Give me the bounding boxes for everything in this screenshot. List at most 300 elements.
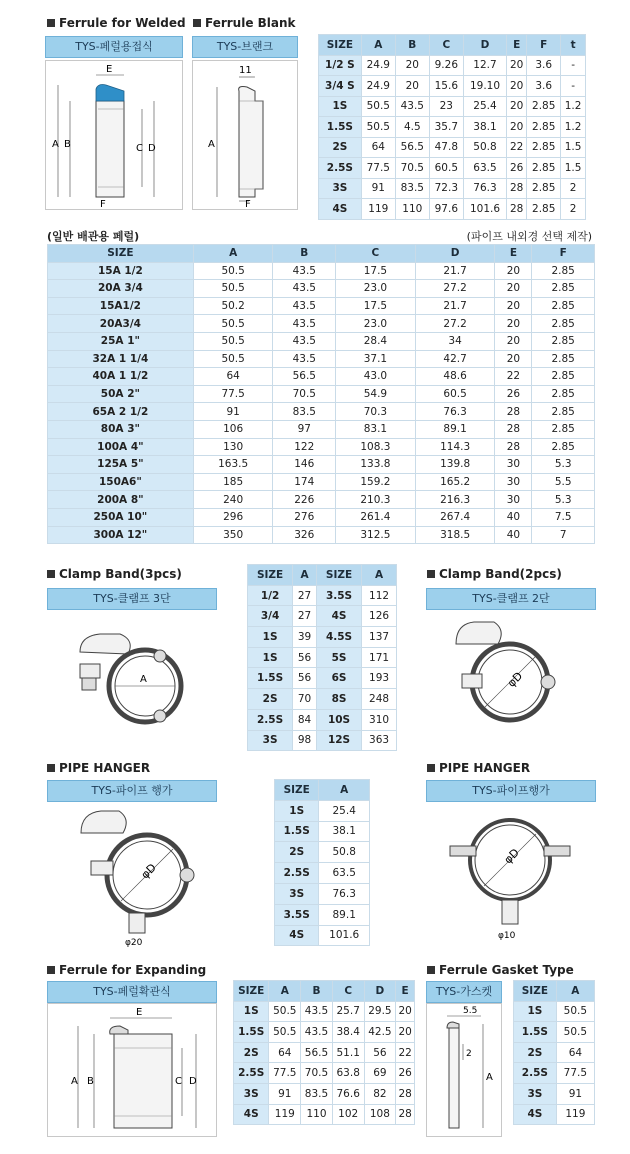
- table-cell: 77.5: [193, 385, 273, 403]
- table-header-row: [275, 780, 370, 801]
- ferrule-blank-drawing: [192, 60, 298, 210]
- hanger1-drawing: [75, 805, 215, 950]
- table-cell: 43.5: [273, 350, 336, 368]
- table-cell: 318.5: [415, 526, 495, 544]
- table-cell: 3.5S: [275, 904, 319, 925]
- table-cell: 40: [495, 526, 532, 544]
- table-cell: 276: [273, 508, 336, 526]
- table-cell: 25.4: [319, 800, 370, 821]
- clamp2-drawing: [450, 614, 580, 734]
- table-cell: 30: [495, 473, 532, 491]
- table-cell: 98: [293, 730, 317, 751]
- table-cell: 97.6: [429, 199, 463, 220]
- table-cell: 20: [395, 55, 429, 76]
- table-cell: 27: [293, 606, 317, 627]
- column-header: E: [495, 245, 532, 263]
- table-cell: 28: [396, 1104, 415, 1125]
- expanding-title: Ferrule for Expanding: [47, 963, 206, 977]
- table-cell: 50.5: [193, 350, 273, 368]
- table-cell: 64: [193, 368, 273, 386]
- hanger1-label: TYS-파이프 행가: [47, 780, 217, 802]
- table-cell: 4S: [234, 1104, 269, 1125]
- gasket-dim-a-label: A: [486, 1072, 493, 1083]
- expanding-label: TYS-페럴확관식: [47, 981, 217, 1003]
- table-cell: 56: [364, 1042, 396, 1063]
- column-header: SIZE: [319, 35, 362, 56]
- table-cell: 82: [364, 1083, 396, 1104]
- table-row: [275, 821, 370, 842]
- table-row: [234, 1022, 415, 1043]
- table-cell: 350: [193, 526, 273, 544]
- table-cell: 1.2: [561, 117, 586, 138]
- clamp3-label: TYS-클램프 3단: [47, 588, 217, 610]
- table-cell: 50.5: [556, 1022, 594, 1043]
- table-cell: 126: [362, 606, 397, 627]
- table-cell: 1.5: [561, 158, 586, 179]
- table-header-row: [319, 35, 586, 56]
- table-cell: 2.85: [527, 137, 561, 158]
- table-cell: 50.5: [361, 96, 395, 117]
- table-cell: 20: [396, 1001, 415, 1022]
- table-cell: 2.85: [527, 117, 561, 138]
- table-cell: 60.5: [415, 385, 495, 403]
- table-cell: 174: [273, 473, 336, 491]
- table-cell: 310: [362, 709, 397, 730]
- table-cell: 20: [396, 1022, 415, 1043]
- table-cell: 20: [507, 55, 527, 76]
- column-header: A: [193, 245, 273, 263]
- table-cell: 193: [362, 668, 397, 689]
- table-cell: 122: [273, 438, 336, 456]
- table-cell: 1S: [234, 1001, 269, 1022]
- table-cell: 50.8: [319, 842, 370, 863]
- table-header-row: [234, 981, 415, 1002]
- table-cell: 40: [495, 508, 532, 526]
- table-cell: 84: [293, 709, 317, 730]
- table-cell: 2S: [514, 1042, 557, 1063]
- table-cell: 17.5: [336, 297, 416, 315]
- table-row: [48, 526, 595, 544]
- table-cell: 50.5: [361, 117, 395, 138]
- table-cell: 22: [495, 368, 532, 386]
- table-cell: 1.2: [561, 96, 586, 117]
- gasket-label: TYS-가스켓: [426, 981, 502, 1003]
- table-cell: 6S: [316, 668, 361, 689]
- table-row: [48, 262, 595, 280]
- table-cell: 20: [395, 76, 429, 97]
- column-header: F: [532, 245, 595, 263]
- table-cell: 3.6: [527, 76, 561, 97]
- column-header: F: [527, 35, 561, 56]
- table-cell: 163.5: [193, 456, 273, 474]
- table-cell: 28: [507, 199, 527, 220]
- column-header: SIZE: [316, 565, 361, 586]
- column-header: A: [319, 780, 370, 801]
- table-cell: 20: [507, 76, 527, 97]
- table-cell: 137: [362, 627, 397, 648]
- table-cell: 24.9: [361, 76, 395, 97]
- table-cell: 50.8: [463, 137, 506, 158]
- table-cell: 20: [495, 350, 532, 368]
- column-header: A: [361, 35, 395, 56]
- table-cell: 100A 4": [48, 438, 194, 456]
- table-cell: 119: [361, 199, 395, 220]
- column-header: A: [362, 565, 397, 586]
- expanding-drawing: [47, 1003, 217, 1137]
- table-cell: 240: [193, 491, 273, 509]
- table-cell: 3S: [275, 883, 319, 904]
- table-cell: 43.5: [273, 280, 336, 298]
- table-cell: 165.2: [415, 473, 495, 491]
- table-cell: 91: [556, 1083, 594, 1104]
- dim-e-label: E: [106, 64, 113, 75]
- blank-dim-11-label: 11: [239, 65, 252, 76]
- table-cell: 56.5: [273, 368, 336, 386]
- table-row: [234, 1083, 415, 1104]
- table-cell: 83.1: [336, 420, 416, 438]
- table-cell: 1S: [319, 96, 362, 117]
- column-header: D: [364, 981, 396, 1002]
- table-cell: 1.5: [561, 137, 586, 158]
- table-header-row: [48, 245, 595, 263]
- table-cell: 50.5: [193, 280, 273, 298]
- table-cell: 83.5: [301, 1083, 333, 1104]
- hanger2-label: TYS-파이프행가: [426, 780, 596, 802]
- blank-dim-f-label: F: [245, 199, 251, 209]
- table-cell: 363: [362, 730, 397, 751]
- table-cell: 1/2 S: [319, 55, 362, 76]
- table-cell: 20: [495, 262, 532, 280]
- table-cell: 110: [395, 199, 429, 220]
- column-header: SIZE: [275, 780, 319, 801]
- table-cell: 91: [193, 403, 273, 421]
- table-cell: 64: [361, 137, 395, 158]
- table-row: [275, 800, 370, 821]
- table-cell: 12.7: [463, 55, 506, 76]
- table-cell: 23.0: [336, 315, 416, 333]
- table-header-row: [514, 981, 595, 1002]
- table-row: [319, 76, 586, 97]
- table-cell: 2.85: [527, 96, 561, 117]
- table-cell: 102: [332, 1104, 364, 1125]
- table-cell: 23.0: [336, 280, 416, 298]
- table-cell: 32A 1 1/4: [48, 350, 194, 368]
- table-cell: 56: [293, 668, 317, 689]
- table-cell: 1S: [514, 1001, 557, 1022]
- table-cell: 28: [495, 438, 532, 456]
- dim-d-label: D: [148, 143, 156, 154]
- table-cell: 56.5: [301, 1042, 333, 1063]
- table-row: [514, 1104, 595, 1125]
- hanger1-title: PIPE HANGER: [47, 761, 150, 775]
- column-header: C: [336, 245, 416, 263]
- table-cell: 20: [507, 96, 527, 117]
- table-cell: 133.8: [336, 456, 416, 474]
- table-cell: 296: [193, 508, 273, 526]
- column-header: SIZE: [48, 245, 194, 263]
- column-header: B: [301, 981, 333, 1002]
- gasket-dim-55-label: 5.5: [463, 1006, 478, 1016]
- table-cell: 77.5: [361, 158, 395, 179]
- column-header: D: [415, 245, 495, 263]
- table-cell: 108.3: [336, 438, 416, 456]
- table-cell: 20A 3/4: [48, 280, 194, 298]
- table-cell: 56: [293, 647, 317, 668]
- table-cell: 2.5S: [319, 158, 362, 179]
- table-cell: 50.5: [556, 1001, 594, 1022]
- table-cell: 3S: [248, 730, 293, 751]
- table-row: [48, 385, 595, 403]
- table-cell: 3.5S: [316, 585, 361, 606]
- exp-dim-e-label: E: [136, 1007, 143, 1018]
- table-cell: 20: [495, 315, 532, 333]
- table-cell: 56.5: [395, 137, 429, 158]
- table-cell: 21.7: [415, 297, 495, 315]
- table-row: [234, 1042, 415, 1063]
- table-row: [275, 863, 370, 884]
- table-row: [275, 883, 370, 904]
- table-row: [48, 368, 595, 386]
- table-cell: 23: [429, 96, 463, 117]
- table-cell: 2.85: [532, 262, 595, 280]
- table-row: [319, 117, 586, 138]
- table-row: [48, 420, 595, 438]
- column-header: C: [332, 981, 364, 1002]
- clamp3-title: Clamp Band(3pcs): [47, 567, 182, 581]
- table-cell: 12S: [316, 730, 361, 751]
- table-row: [248, 730, 397, 751]
- table-cell: 1S: [248, 647, 293, 668]
- table-cell: 110: [301, 1104, 333, 1125]
- table-cell: 76.3: [415, 403, 495, 421]
- table-cell: 101.6: [463, 199, 506, 220]
- ferrule-welded-drawing: [45, 60, 183, 210]
- table-cell: 216.3: [415, 491, 495, 509]
- table-cell: 2S: [319, 137, 362, 158]
- table-cell: -: [561, 55, 586, 76]
- column-header: B: [273, 245, 336, 263]
- table-cell: 21.7: [415, 262, 495, 280]
- table-cell: 76.3: [463, 178, 506, 199]
- table-cell: 267.4: [415, 508, 495, 526]
- hanger2-dim-phid-label: φD: [501, 846, 522, 867]
- table-cell: 77.5: [556, 1063, 594, 1084]
- table-cell: 4S: [514, 1104, 557, 1125]
- table-cell: 2.85: [532, 368, 595, 386]
- table-cell: 2.85: [532, 420, 595, 438]
- table-cell: 37.1: [336, 350, 416, 368]
- table-cell: 171: [362, 647, 397, 668]
- table-cell: 65A 2 1/2: [48, 403, 194, 421]
- table-cell: 10S: [316, 709, 361, 730]
- ferrule-blank-label: TYS-브랜크: [192, 36, 298, 58]
- table-cell: 47.8: [429, 137, 463, 158]
- table-cell: 185: [193, 473, 273, 491]
- table-cell: 200A 8": [48, 491, 194, 509]
- table-cell: 119: [556, 1104, 594, 1125]
- table-row: [514, 1083, 595, 1104]
- table-cell: 26: [507, 158, 527, 179]
- table-row: [48, 491, 595, 509]
- clamp-band-spec-table: [247, 564, 397, 751]
- general-ferrule-note: (파이프 내외경 선택 제작): [466, 230, 592, 243]
- dim-b-label: B: [64, 139, 71, 150]
- table-cell: 22: [396, 1042, 415, 1063]
- table-cell: 20: [507, 117, 527, 138]
- table-cell: 51.1: [332, 1042, 364, 1063]
- table-row: [319, 55, 586, 76]
- gasket-drawing: [426, 1003, 502, 1137]
- table-header-row: [248, 565, 397, 586]
- table-cell: 1.5S: [275, 821, 319, 842]
- table-cell: 1.5S: [234, 1022, 269, 1043]
- table-cell: 30: [495, 491, 532, 509]
- table-cell: 108: [364, 1104, 396, 1125]
- table-row: [234, 1001, 415, 1022]
- table-cell: 4S: [316, 606, 361, 627]
- table-row: [319, 96, 586, 117]
- pipe-hanger-spec-table: [274, 779, 370, 946]
- dim-a-label: A: [52, 139, 59, 150]
- table-cell: 76.6: [332, 1083, 364, 1104]
- table-cell: 250A 10": [48, 508, 194, 526]
- table-cell: 70.5: [273, 385, 336, 403]
- table-cell: 106: [193, 420, 273, 438]
- table-row: [48, 280, 595, 298]
- table-row: [319, 158, 586, 179]
- table-row: [275, 904, 370, 925]
- table-cell: 1.5S: [319, 117, 362, 138]
- column-header: A: [556, 981, 594, 1002]
- table-cell: 25.4: [463, 96, 506, 117]
- hanger2-title: PIPE HANGER: [427, 761, 530, 775]
- table-cell: 63.5: [463, 158, 506, 179]
- table-cell: 64: [556, 1042, 594, 1063]
- table-cell: 43.5: [273, 297, 336, 315]
- table-cell: 54.9: [336, 385, 416, 403]
- table-cell: 139.8: [415, 456, 495, 474]
- table-cell: 38.4: [332, 1022, 364, 1043]
- table-cell: 300A 12": [48, 526, 194, 544]
- dim-f-label: F: [100, 199, 106, 209]
- table-cell: 42.7: [415, 350, 495, 368]
- table-cell: 3.6: [527, 55, 561, 76]
- clamp3-dim-a-label: A: [140, 674, 147, 685]
- table-cell: 2.85: [527, 158, 561, 179]
- table-cell: 25.7: [332, 1001, 364, 1022]
- exp-dim-b-label: B: [87, 1076, 94, 1087]
- table-cell: 43.5: [301, 1001, 333, 1022]
- table-cell: 3/4: [248, 606, 293, 627]
- table-cell: 2.5S: [514, 1063, 557, 1084]
- table-cell: 5.3: [532, 491, 595, 509]
- table-cell: 35.7: [429, 117, 463, 138]
- table-cell: 50.5: [269, 1001, 301, 1022]
- table-cell: 50.5: [269, 1022, 301, 1043]
- table-cell: 76.3: [319, 883, 370, 904]
- table-cell: 24.9: [361, 55, 395, 76]
- table-cell: 159.2: [336, 473, 416, 491]
- table-cell: 28: [495, 420, 532, 438]
- gasket-dim-2-label: 2: [466, 1049, 472, 1059]
- table-row: [248, 585, 397, 606]
- exp-dim-d-label: D: [189, 1076, 197, 1087]
- table-cell: 4.5S: [316, 627, 361, 648]
- table-cell: 29.5: [364, 1001, 396, 1022]
- table-cell: 70.3: [336, 403, 416, 421]
- table-cell: 3S: [319, 178, 362, 199]
- table-cell: 27.2: [415, 280, 495, 298]
- ferrule-welded-spec-table: [318, 34, 586, 220]
- table-row: [234, 1063, 415, 1084]
- table-cell: 2.85: [532, 403, 595, 421]
- table-cell: 3S: [514, 1083, 557, 1104]
- table-cell: 50.5: [193, 315, 273, 333]
- table-cell: 2.85: [527, 199, 561, 220]
- table-cell: 2.5S: [234, 1063, 269, 1084]
- table-cell: 248: [362, 689, 397, 710]
- table-row: [319, 199, 586, 220]
- table-cell: 1S: [248, 627, 293, 648]
- column-header: E: [396, 981, 415, 1002]
- table-cell: 25A 1": [48, 332, 194, 350]
- column-header: SIZE: [234, 981, 269, 1002]
- table-cell: 2: [561, 178, 586, 199]
- clamp2-title: Clamp Band(2pcs): [427, 567, 562, 581]
- table-cell: 2.85: [532, 438, 595, 456]
- table-cell: 2S: [234, 1042, 269, 1063]
- table-row: [48, 438, 595, 456]
- table-cell: 20: [495, 297, 532, 315]
- clamp3-drawing: [60, 614, 210, 734]
- table-cell: 83.5: [395, 178, 429, 199]
- table-cell: 2: [561, 199, 586, 220]
- table-cell: 226: [273, 491, 336, 509]
- column-header: SIZE: [514, 981, 557, 1002]
- table-cell: 26: [396, 1063, 415, 1084]
- table-cell: 5.5: [532, 473, 595, 491]
- table-cell: 20: [495, 280, 532, 298]
- table-cell: 97: [273, 420, 336, 438]
- table-cell: 42.5: [364, 1022, 396, 1043]
- table-row: [319, 178, 586, 199]
- table-cell: 15A1/2: [48, 297, 194, 315]
- table-cell: 1S: [275, 800, 319, 821]
- table-cell: 2.85: [532, 350, 595, 368]
- table-cell: 80A 3": [48, 420, 194, 438]
- hanger1-dim-phid-label: φD: [138, 861, 159, 882]
- table-cell: 50A 2": [48, 385, 194, 403]
- table-cell: 326: [273, 526, 336, 544]
- table-cell: 17.5: [336, 262, 416, 280]
- table-cell: 2.85: [532, 280, 595, 298]
- table-cell: 15.6: [429, 76, 463, 97]
- general-ferrule-title: (일반 배관용 페럴): [47, 230, 140, 243]
- table-row: [48, 297, 595, 315]
- table-cell: 27.2: [415, 315, 495, 333]
- table-cell: 70.5: [301, 1063, 333, 1084]
- table-cell: 38.1: [319, 821, 370, 842]
- table-cell: 4S: [275, 925, 319, 946]
- table-cell: 83.5: [273, 403, 336, 421]
- table-cell: 20A3/4: [48, 315, 194, 333]
- table-cell: 112: [362, 585, 397, 606]
- table-row: [48, 508, 595, 526]
- column-header: C: [429, 35, 463, 56]
- column-header: D: [463, 35, 506, 56]
- table-cell: 34: [415, 332, 495, 350]
- table-cell: 261.4: [336, 508, 416, 526]
